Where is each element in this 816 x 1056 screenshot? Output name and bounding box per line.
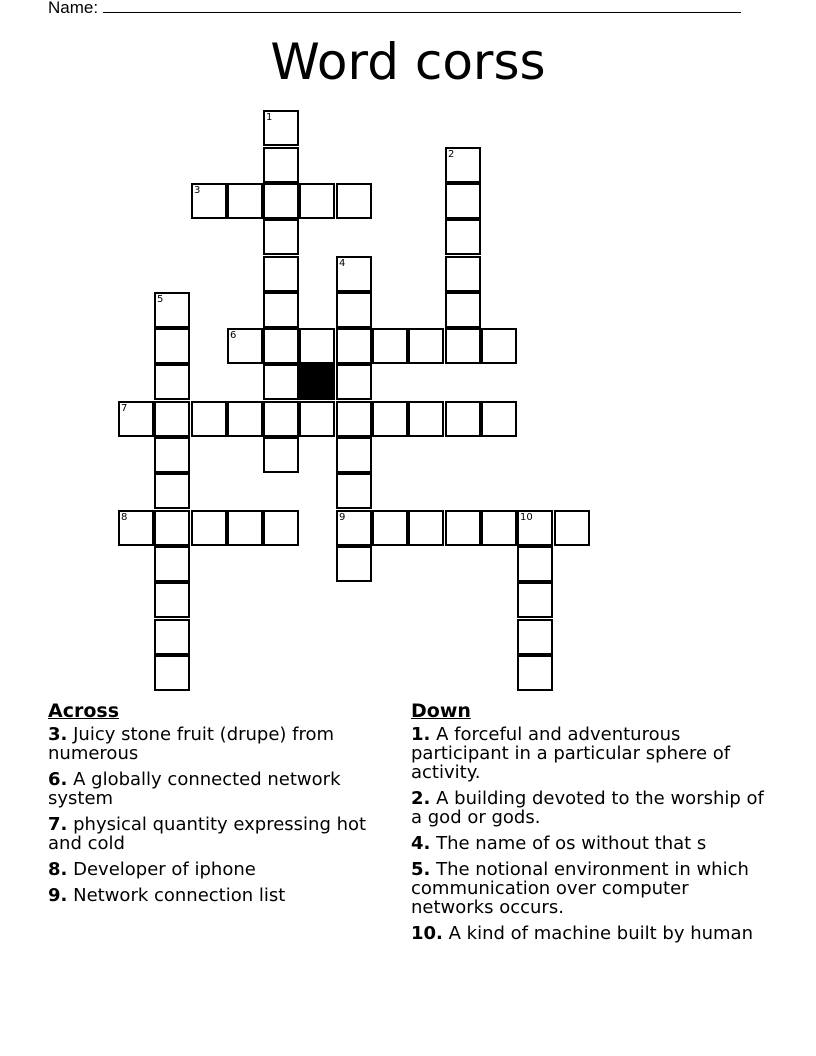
page-title: Word corss xyxy=(270,33,546,91)
across-clues xyxy=(48,700,403,912)
crossword-cell[interactable] xyxy=(154,582,190,618)
clue-across xyxy=(48,770,403,808)
crossword-cell[interactable] xyxy=(408,510,444,546)
crossword-cell[interactable] xyxy=(554,510,590,546)
crossword-cell[interactable] xyxy=(118,510,154,546)
clue-number-label: 1 xyxy=(266,112,273,123)
crossword-cell[interactable] xyxy=(154,401,190,437)
clue-number: 4. xyxy=(411,833,431,854)
crossword-cell[interactable] xyxy=(299,401,335,437)
crossword-cell[interactable] xyxy=(481,328,517,364)
crossword-cell[interactable] xyxy=(154,292,190,328)
clue-down xyxy=(411,789,766,827)
clue-number-label: 3 xyxy=(194,185,201,196)
crossword-cell[interactable] xyxy=(481,401,517,437)
crossword-cell[interactable] xyxy=(263,364,299,400)
across-heading: Across xyxy=(48,700,120,722)
crossword-cell[interactable] xyxy=(445,147,481,183)
crossword-cell[interactable] xyxy=(408,328,444,364)
clue-number: 8. xyxy=(48,859,68,880)
clue-number-label: 5 xyxy=(157,294,164,305)
crossword-cell[interactable] xyxy=(372,328,408,364)
crossword-cell[interactable] xyxy=(445,256,481,292)
crossword-cell[interactable] xyxy=(336,473,372,509)
clue-number: 3. xyxy=(48,724,68,745)
crossword-cell[interactable] xyxy=(154,473,190,509)
crossword-cell[interactable] xyxy=(191,401,227,437)
clue-text: Juicy stone fruit (drupe) from numerous xyxy=(48,724,335,764)
down-heading: Down xyxy=(411,700,471,722)
clue-across xyxy=(48,860,403,879)
clue-number-label: 9 xyxy=(339,512,346,523)
crossword-cell[interactable] xyxy=(263,401,299,437)
crossword-cell[interactable] xyxy=(263,292,299,328)
crossword-cell[interactable] xyxy=(372,510,408,546)
crossword-cell[interactable] xyxy=(517,655,553,691)
down-clues xyxy=(411,700,766,950)
clue-number: 1. xyxy=(411,724,431,745)
crossword-cell[interactable] xyxy=(445,401,481,437)
clue-number-label: 2 xyxy=(448,149,455,160)
clue-number: 9. xyxy=(48,885,68,906)
clue-down xyxy=(411,834,766,853)
crossword-cell[interactable] xyxy=(154,328,190,364)
name-label: Name: xyxy=(48,0,99,17)
crossword-cell[interactable] xyxy=(445,328,481,364)
clue-number: 7. xyxy=(48,814,68,835)
crossword-cell[interactable] xyxy=(154,364,190,400)
clue-down xyxy=(411,860,766,917)
crossword-cell[interactable] xyxy=(336,546,372,582)
crossword-cell[interactable] xyxy=(445,292,481,328)
crossword-cell[interactable] xyxy=(263,510,299,546)
crossword-cell[interactable] xyxy=(263,437,299,473)
clue-number-label: 6 xyxy=(230,330,237,341)
crossword-cell[interactable] xyxy=(299,328,335,364)
crossword-cell[interactable] xyxy=(517,546,553,582)
clue-text: The notional environment in which communication over computer networks occurs. xyxy=(411,859,749,918)
clue-number: 10. xyxy=(411,923,443,944)
crossword-cell[interactable] xyxy=(263,147,299,183)
crossword-cell[interactable] xyxy=(336,401,372,437)
crossword-cell[interactable] xyxy=(517,582,553,618)
crossword-cell[interactable] xyxy=(227,510,263,546)
clue-text: A building devoted to the worship of a god or gods. xyxy=(411,788,764,828)
crossword-cell[interactable] xyxy=(154,619,190,655)
clue-across xyxy=(48,886,403,905)
crossword-cell[interactable] xyxy=(408,401,444,437)
clue-text: A forceful and adventurous participant in a particular sphere of activity. xyxy=(411,724,731,783)
crossword-cell[interactable] xyxy=(517,510,553,546)
clue-number-label: 10 xyxy=(520,512,533,523)
crossword-cell[interactable] xyxy=(263,183,299,219)
crossword-cell[interactable] xyxy=(336,437,372,473)
clue-text: A kind of machine built by human xyxy=(448,923,753,944)
crossword-cell[interactable] xyxy=(336,328,372,364)
crossword-cell[interactable] xyxy=(336,364,372,400)
crossword-cell[interactable] xyxy=(445,183,481,219)
crossword-cell[interactable] xyxy=(372,401,408,437)
crossword-cell[interactable] xyxy=(227,401,263,437)
clue-number-label: 7 xyxy=(121,403,128,414)
clue-number: 6. xyxy=(48,769,68,790)
crossword-cell[interactable] xyxy=(263,328,299,364)
clue-text: A globally connected network system xyxy=(48,769,341,809)
clue-number: 5. xyxy=(411,859,431,880)
crossword-cell[interactable] xyxy=(154,546,190,582)
crossword-cell[interactable] xyxy=(263,256,299,292)
crossword-cell[interactable] xyxy=(154,437,190,473)
clue-text: Developer of iphone xyxy=(73,859,256,880)
crossword-cell[interactable] xyxy=(154,510,190,546)
clue-across xyxy=(48,725,403,763)
clue-down xyxy=(411,725,766,782)
clue-down xyxy=(411,924,766,943)
crossword-cell[interactable] xyxy=(263,219,299,255)
crossword-cell[interactable] xyxy=(336,256,372,292)
clue-text: The name of os without that s xyxy=(436,833,707,854)
clue-number-label: 8 xyxy=(121,512,128,523)
crossword-cell[interactable] xyxy=(263,110,299,146)
crossword-cell[interactable] xyxy=(336,292,372,328)
crossword-cell[interactable] xyxy=(445,510,481,546)
crossword-cell[interactable] xyxy=(154,655,190,691)
clue-text: Network connection list xyxy=(73,885,286,906)
crossword-cell[interactable] xyxy=(227,183,263,219)
crossword-cell[interactable] xyxy=(517,619,553,655)
crossword-cell[interactable] xyxy=(336,510,372,546)
crossword-cell[interactable] xyxy=(191,510,227,546)
clue-across xyxy=(48,815,403,853)
crossword-block xyxy=(299,364,335,400)
crossword-cell[interactable] xyxy=(481,510,517,546)
crossword-cell[interactable] xyxy=(227,328,263,364)
clue-number: 2. xyxy=(411,788,431,809)
crossword-cell[interactable] xyxy=(191,183,227,219)
clue-text: physical quantity expressing hot and cold xyxy=(48,814,367,854)
crossword-cell[interactable] xyxy=(336,183,372,219)
crossword-cell[interactable] xyxy=(445,219,481,255)
clue-number-label: 4 xyxy=(339,258,346,269)
crossword-cell[interactable] xyxy=(299,183,335,219)
crossword-cell[interactable] xyxy=(118,401,154,437)
